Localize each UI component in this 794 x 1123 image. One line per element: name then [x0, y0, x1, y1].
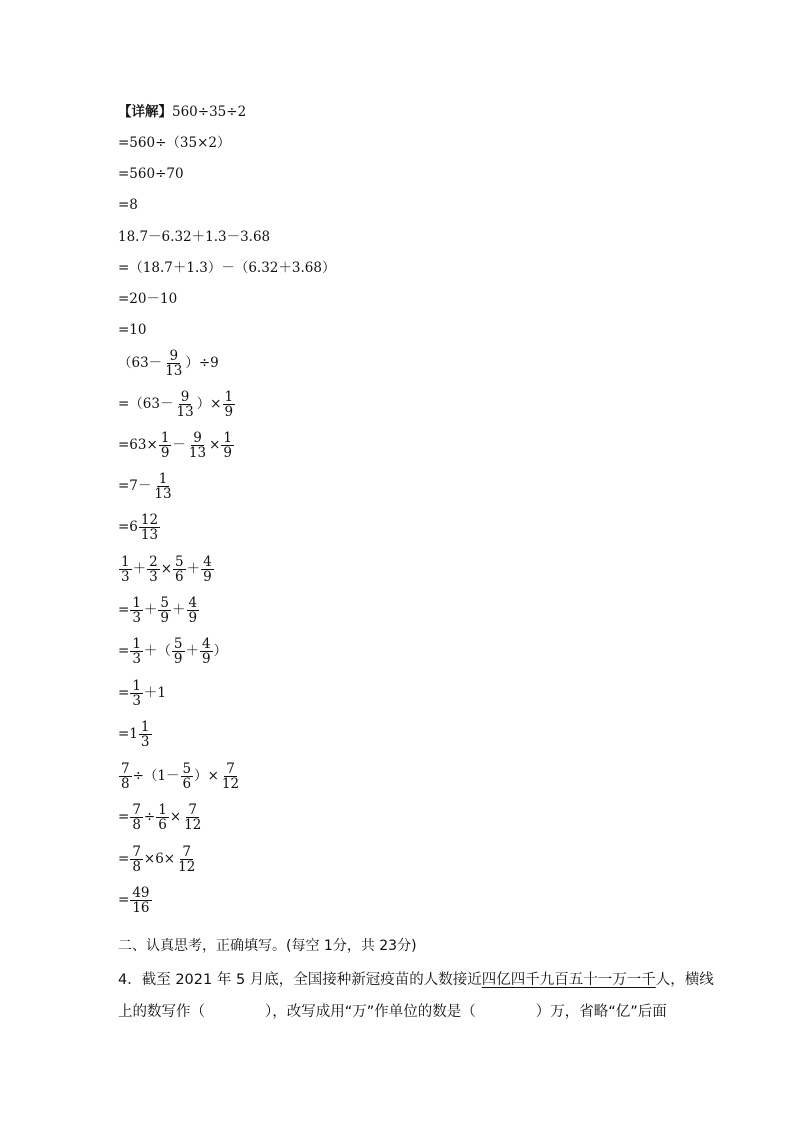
numerator: 4 [203, 554, 212, 570]
fraction [181, 762, 194, 791]
fraction [159, 431, 172, 460]
calc-text: （63－ [118, 354, 163, 371]
denominator: 13 [176, 404, 194, 420]
calc-line-14 [118, 555, 215, 584]
numerator: 1 [132, 678, 141, 694]
denominator: 8 [121, 776, 130, 792]
calc-line-17 [118, 679, 166, 708]
calc-line-11 [118, 431, 235, 460]
fraction [187, 596, 200, 625]
numerator: 12 [140, 512, 159, 528]
denominator: 12 [178, 859, 196, 875]
section-title: 二、认真思考，正确填写。(每空 1分，共 23分) [118, 938, 417, 954]
numerator: 5 [173, 636, 183, 652]
numerator: 1 [223, 430, 232, 446]
calc-text: 560÷35÷2 [172, 104, 247, 120]
calc-text: － [172, 436, 186, 453]
calc-line-4 [118, 199, 138, 213]
calc-line-7 [118, 293, 177, 307]
calc-line-18 [118, 720, 153, 749]
calc-text: ×6× [143, 850, 176, 867]
calc-text: =（18.7＋1.3）－（6.32＋3.68） [118, 260, 336, 276]
fraction [130, 886, 151, 915]
calc-line-13 [118, 513, 161, 542]
denominator: 3 [121, 569, 130, 585]
numerator: 4 [202, 636, 211, 652]
fraction [130, 845, 143, 874]
question-text: 人，横线 [655, 972, 714, 988]
numerator: 5 [160, 595, 169, 611]
calc-text: ＋ [186, 560, 201, 577]
calc-text: =8 [118, 197, 138, 213]
numerator: 7 [188, 802, 198, 818]
numerator: 2 [149, 554, 158, 570]
calc-text: ＋ [132, 560, 147, 577]
calc-text: ＋ [143, 601, 158, 618]
denominator: 3 [132, 693, 141, 709]
calc-text: = [118, 850, 130, 867]
calc-line-22 [118, 886, 153, 915]
calc-line-8 [118, 324, 147, 338]
fraction [152, 472, 173, 501]
denominator: 12 [184, 817, 202, 833]
calc-line-12 [118, 472, 175, 501]
calc-text: = [118, 891, 130, 908]
denominator: 3 [132, 651, 141, 667]
fraction [176, 845, 197, 874]
numerator: 9 [193, 430, 202, 446]
fraction [130, 679, 143, 708]
denominator: 13 [165, 363, 183, 379]
fraction [182, 803, 203, 832]
question-4-line-2 [118, 1000, 667, 1021]
calc-line-21 [118, 845, 198, 874]
calc-text: ＋（ [143, 642, 171, 659]
fraction [130, 803, 143, 832]
question-text: 上的数写作（ [118, 1004, 205, 1020]
calc-text: ÷ [143, 808, 156, 825]
calc-line-2 [118, 137, 230, 151]
fraction [156, 803, 169, 832]
numerator: 1 [158, 802, 167, 818]
calc-line-19 [118, 762, 242, 791]
calc-text: =（63－ [118, 395, 174, 412]
calc-text: =560÷（35×2） [118, 135, 231, 151]
fraction [158, 596, 171, 625]
calc-text: = [118, 808, 130, 825]
fraction [200, 637, 213, 666]
calc-text: = [118, 642, 130, 659]
fraction [139, 720, 152, 749]
denominator: 6 [175, 569, 184, 585]
numerator: 1 [121, 554, 130, 570]
numerator: 1 [132, 636, 141, 652]
fraction [223, 390, 236, 419]
detail-label: 【详解】 [118, 104, 172, 120]
calc-text: ＋ [172, 601, 186, 618]
denominator: 3 [132, 610, 141, 626]
denominator: 3 [149, 569, 158, 585]
denominator: 13 [154, 486, 172, 502]
numerator: 9 [180, 389, 190, 405]
fraction [119, 555, 132, 584]
numerator: 1 [140, 719, 150, 735]
numerator: 7 [182, 844, 192, 860]
calc-text: × [209, 436, 221, 453]
calc-line-16 [118, 637, 227, 666]
numerator: 5 [182, 761, 192, 777]
calc-text: ）× [194, 767, 219, 784]
calc-line-15 [118, 596, 200, 625]
calc-text: =20－10 [118, 291, 178, 307]
fraction [221, 431, 234, 460]
fraction [163, 349, 184, 378]
fraction [130, 637, 143, 666]
numerator: 7 [132, 844, 141, 860]
fraction [187, 431, 208, 460]
calc-line-9 [118, 349, 219, 378]
numerator: 7 [121, 761, 130, 777]
calc-text: ÷（1－ [132, 767, 180, 784]
fraction [119, 762, 132, 791]
denominator: 9 [188, 610, 198, 626]
denominator: 3 [140, 734, 150, 750]
calc-line-3 [118, 168, 184, 182]
calc-line-10 [118, 390, 236, 419]
calc-text: =560÷70 [118, 166, 184, 182]
denominator: 9 [160, 445, 170, 461]
calc-text: =63× [118, 436, 158, 453]
denominator: 9 [223, 445, 232, 461]
denominator: 9 [203, 569, 212, 585]
calc-text: =6 [118, 518, 138, 535]
fraction [173, 555, 186, 584]
calc-text: ＋ [185, 642, 199, 659]
question-text: 4．截至 2021 年 5 月底，全国接种新冠疫苗的人数接近 [118, 972, 482, 988]
denominator: 6 [158, 817, 167, 833]
fraction [130, 596, 143, 625]
calc-text: ＋1 [143, 684, 166, 701]
calc-text: ） [213, 642, 228, 659]
underlined-number-text: 四亿四千九百五十一万一千 [481, 972, 656, 988]
denominator: 8 [132, 817, 141, 833]
question-text: ）万，省略“亿”后面 [535, 1004, 667, 1020]
denominator: 9 [160, 610, 169, 626]
calc-text: = [118, 684, 130, 701]
question-4-line-1 [118, 968, 714, 989]
numerator: 7 [226, 761, 235, 777]
calc-text: =7－ [118, 477, 152, 494]
numerator: 1 [224, 389, 234, 405]
calc-text: ）÷9 [185, 354, 219, 371]
numerator: 49 [132, 885, 150, 901]
numerator: 9 [169, 348, 179, 364]
numerator: 1 [132, 595, 141, 611]
fraction [201, 555, 214, 584]
denominator: 9 [224, 404, 234, 420]
denominator: 8 [132, 859, 141, 875]
calc-text: =10 [118, 322, 147, 338]
numerator: 1 [160, 430, 170, 446]
calc-text: × [169, 808, 182, 825]
fraction [139, 513, 160, 542]
calc-text: =1 [118, 725, 138, 742]
calc-line-1 [118, 106, 246, 120]
calc-text: = [118, 601, 130, 618]
numerator: 5 [175, 554, 184, 570]
denominator: 16 [132, 900, 150, 916]
denominator: 9 [173, 651, 183, 667]
calc-line-5 [118, 231, 270, 245]
question-text: ），改写成用“万”作单位的数是（ [265, 1004, 476, 1020]
denominator: 9 [202, 651, 211, 667]
calc-text: 18.7－6.32＋1.3－3.68 [118, 229, 271, 245]
denominator: 13 [188, 445, 207, 461]
fraction [220, 762, 241, 791]
numerator: 1 [158, 471, 168, 487]
calc-line-20 [118, 803, 204, 832]
calc-text: × [160, 560, 172, 577]
numerator: 4 [188, 595, 198, 611]
denominator: 6 [182, 776, 192, 792]
fraction [172, 637, 185, 666]
calc-line-6 [118, 262, 335, 276]
denominator: 13 [140, 527, 159, 543]
numerator: 7 [132, 802, 141, 818]
fraction [175, 390, 196, 419]
calc-text: ）× [196, 395, 222, 412]
fraction [147, 555, 160, 584]
denominator: 12 [221, 776, 240, 792]
